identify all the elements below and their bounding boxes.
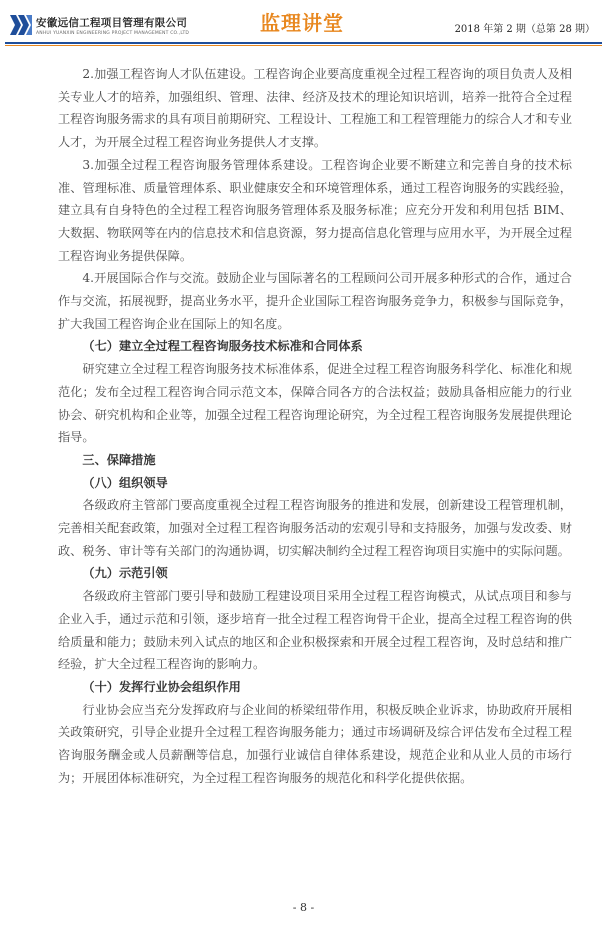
heading-section-10: （十）发挥行业协会组织作用 [82,679,241,694]
page-number: - 8 - [292,901,315,914]
header-rule-blue [5,42,602,44]
page-header [0,0,607,50]
issue-info: 2018 年第 2 期（总第 28 期） [454,24,595,35]
header-rule-orange [5,45,602,46]
heading-section-8: （八）组织领导 [82,475,168,490]
company-name-cn: 安徽远信工程项目管理有限公司 [36,17,188,29]
paragraph-leadership: 各级政府主管部门要高度重视全过程工程咨询服务的推进和发展，创新建设工程管理机制，完善相关配套政策，加强对全过程工程咨询服务活动的宏观引导和支持服务，加强与发改委、财政、税务、审计等有关部门的沟通协调，切实解决制约全过程工程咨询项目实施中的实际问题。 [58,498,572,558]
company-logo-icon [10,13,32,37]
heading-section-7: （七）建立全过程工程咨询服务技术标准和合同体系 [82,339,363,354]
company-name-en: ANHUI YUANXIN ENGINEERING PROJECT MANAGEMENT CO.,LTD [36,31,190,36]
paragraph-talent: 2.加强工程咨询人才队伍建设。工程咨询企业要高度重视全过程工程咨询的项目负责人及相关专业人才的培养，加强组织、管理、法律、经济及技术的理论知识培训，培养一批符合全过程工程咨询服务需求的具有项目前期研究、工程设计、工程施工和工程管理能力的综合人才和专业人才，为开展全过程工程咨询业务提供人才支撑。 [58,67,572,150]
paragraph-management-system: 3.加强全过程工程咨询服务管理体系建设。工程咨询企业要不断建立和完善自身的技术标准、管理标准、质量管理体系、职业健康安全和环境管理体系，通过工程咨询服务的实践经验，建立具有自身特色的全过程工程咨询服务管理体系及服务标准；应充分开发和利用包括 BIM、大数据、物联网等在内的信息技术和信息资源，努力提高信息化管理与应用水平，为开展全过程工程咨询业务提供保障。 [58,157,572,263]
heading-section-9: （九）示范引领 [82,566,168,581]
heading-part-3: 三、保障措施 [82,452,156,467]
paragraph-demonstration: 各级政府主管部门要引导和鼓励工程建设项目采用全过程工程咨询模式，从试点项目和参与企业入手，通过示范和引领，逐步培育一批全过程工程咨询骨干企业，提高全过程工程咨询的供给质量和能力；鼓励未列入试点的地区和企业积极探索和开展全过程工程咨询，及时总结和推广经验，扩大全过程工程咨询的影响力。 [58,589,572,672]
column-title: 监理讲堂 [260,11,344,35]
company-name [36,15,189,36]
paragraph-international: 4.开展国际合作与交流。鼓励企业与国际著名的工程顾问公司开展多种形式的合作，通过合作与交流，拓展视野，提高业务水平，提升企业国际工程咨询服务竞争力，积极参与国际竞争，扩大我国工程咨询企业在国际上的知名度。 [58,271,572,331]
paragraph-standards: 研究建立全过程工程咨询服务技术标准体系，促进全过程工程咨询服务科学化、标准化和规范化；发布全过程工程咨询合同示范文本，保障合同各方的合法权益；鼓励具备相应能力的行业协会、研究机构和企业等，加强全过程工程咨询理论研究，为全过程工程咨询服务发展提供理论指导。 [58,362,572,445]
paragraph-association: 行业协会应当充分发挥政府与企业间的桥梁纽带作用，积极反映企业诉求，协助政府开展相关政策研究，引导企业提升全过程工程咨询服务能力；通过市场调研及综合评估发布全过程工程咨询服务酬金或人员薪酬等信息，加强行业诚信自律体系建设，规范企业和从业人员的市场行为；开展团体标准研究，为全过程工程咨询服务的规范化和科学化提供依据。 [58,702,572,785]
article-body [58,63,572,790]
